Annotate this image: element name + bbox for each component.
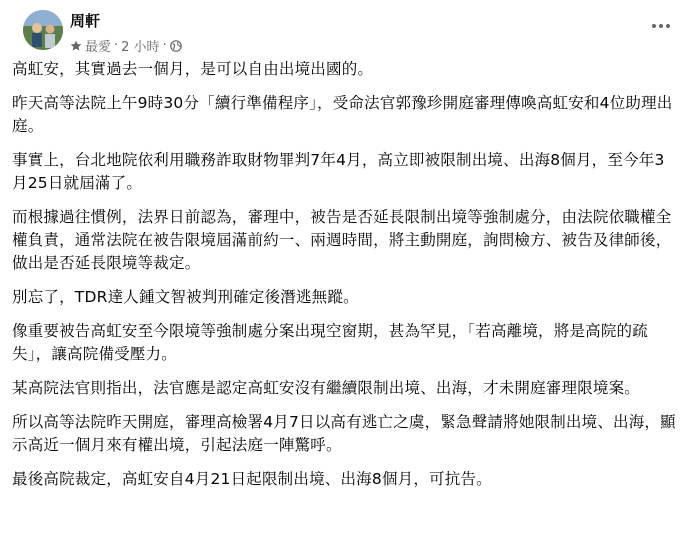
post-paragraph: 像重要被告高虹安至今限境等強制處分案出現空窗期，甚為罕見，「若高離境，將是高院的疏失」，讓高院備受壓力。 [12, 322, 648, 363]
post-meta [70, 36, 182, 55]
post-body [12, 58, 683, 491]
globe-icon[interactable] [170, 40, 182, 52]
post-paragraph: 事實上，台北地院依利用職務詐取財物罪判7年4月，高立即被限制出境、出海8個月，至今年3月25日就屆滿了。 [12, 151, 665, 192]
meta-separator: · [114, 38, 119, 53]
avatar[interactable] [23, 10, 63, 50]
post-paragraph: 而根據過往慣例，法界日前認為，審理中，被告是否延長限制出境等強制處分，由法院依職權全權負責，通常法院在被告限境屆滿前約一、兩週時間，將主動開庭，詢問檢方、被告及律師後，做出是否延長限境等裁定。 [12, 208, 672, 272]
avatar-photo [23, 10, 63, 50]
meta-separator-2: · [162, 38, 167, 53]
post-header [12, 0, 683, 58]
post-paragraph: 某高院法官則指出，法官應是認定高虹安沒有繼續限制出境、出海，才未開庭審理限境案。 [12, 379, 641, 397]
favorite-label[interactable]: 最愛 [85, 40, 112, 55]
post-time[interactable]: 2 小時 [121, 40, 160, 55]
star-icon [70, 40, 82, 52]
post-paragraph: 最後高院裁定，高虹安自4月21日起限制出境、出海8個月，可抗告。 [12, 470, 492, 488]
more-options-icon[interactable] [645, 14, 677, 38]
post-paragraph: 高虹安，其實過去一個月，是可以自由出境出國的。 [12, 60, 374, 78]
post-paragraph: 別忘了，TDR達人鍾文智被判刑確定後潛逃無蹤。 [12, 288, 359, 306]
post-paragraph: 所以高等法院昨天開庭，審理高檢署4月7日以高有逃亡之虞，緊急聲請將她限制出境、出海，顯示高近一個月來有權出境，引起法庭一陣驚呼。 [12, 413, 676, 454]
post-paragraph: 昨天高等法院上午9時30分「續行準備程序」，受命法官郭豫珍開庭審理傳喚高虹安和4位助理出庭。 [12, 94, 673, 135]
author-name[interactable]: 周軒 [70, 12, 101, 30]
